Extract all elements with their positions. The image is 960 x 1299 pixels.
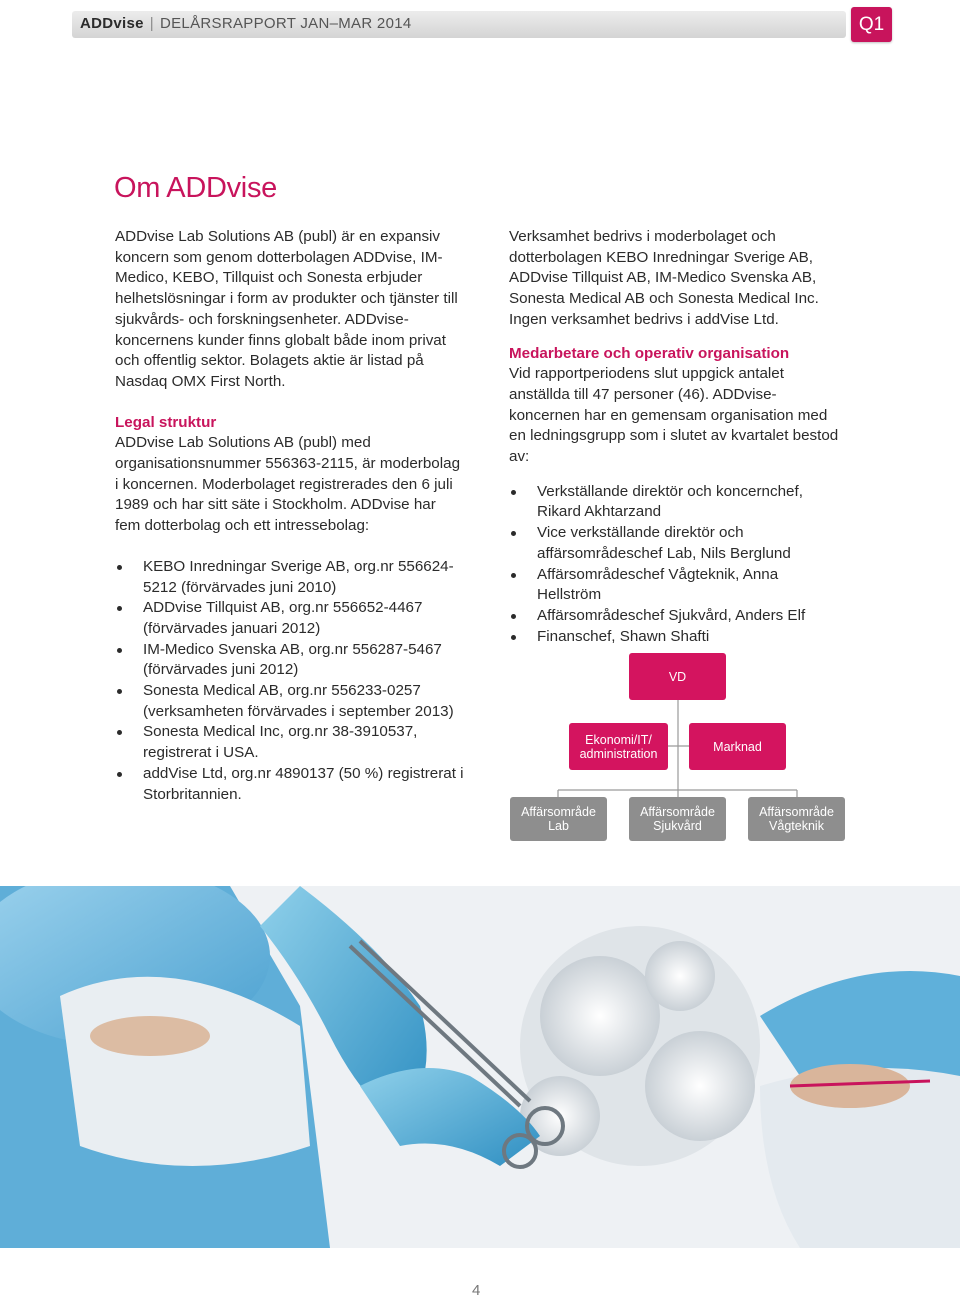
header-brand: ADDvise [80,15,144,32]
org-box-unit-sjukvard: Affärsområde Sjukvård [629,797,726,841]
org-chart [505,650,850,850]
org-box-vd: VD [629,653,726,700]
legal-structure-heading: Legal struktur [115,413,217,431]
staff-paragraph: Vid rapportperiodens slut uppgick antalet anställda till 47 personer (46). ADDvise-koncernen har en gemensam organisation med en ledningsgrupp som i slutet av kvartalet bestod av: [509,365,839,466]
list-item: Vice verkställande direktör och affärsområdeschef Lab, Nils Berglund [509,523,844,564]
list-item: Finanschef, Shawn Shafti [509,627,844,648]
quarter-badge: Q1 [851,7,892,42]
management-list [509,482,844,648]
legal-structure-paragraph: ADDvise Lab Solutions AB (publ) med organisationsnummer 556363-2115, är moderbolag i koncernen. Moderbolaget registrerades den 6 juli 1989 och har sitt säte i Stockholm. ADDvise har fem dotterbolag och ett intressebolag: [115,434,461,535]
list-item: addVise Ltd, org.nr 4890137 (50 %) registrerat i Storbritannien. [115,764,465,805]
org-box-marknad: Marknad [689,723,786,770]
operations-paragraph: Verksamhet bedrivs i moderbolaget och dotterbolagen KEBO Inredningar Sverige AB, ADDvise Tillquist AB, IM-Medico Svenska AB, Sonesta Medical AB och Sonesta Medical Inc. Ingen verksamhet bedrivs i addVise Ltd. [509,228,819,328]
left-column [115,227,465,805]
org-box-unit-lab: Affärsområde Lab [510,797,607,841]
surgery-photo-illustration [0,886,960,1248]
staff-heading: Medarbetare och operativ organisation [509,344,790,362]
subsidiary-list [115,557,465,805]
right-column [509,227,844,647]
org-box-unit-vagteknik: Affärsområde Vågteknik [748,797,845,841]
list-item: KEBO Inredningar Sverige AB, org.nr 556624-5212 (förvärvades juni 2010) [115,557,465,598]
surgery-photo [0,886,960,1248]
intro-paragraph: ADDvise Lab Solutions AB (publ) är en expansiv koncern som genom dotterbolagen ADDvise, IM-Medico, KEBO, Tillquist och Sonesta erbjuder helhetslösningar i form av produkter och tjänster till sjukvårds- och forskningsenheter. ADDvise-koncernens kunder finns globalt både inom privat och offentlig sektor. Bolagets aktie är listad på Nasdaq OMX First North. [115,228,458,390]
header-separator: | [149,15,154,32]
list-item: Verkställande direktör och koncernchef, Rikard Akhtarzand [509,482,844,523]
page-title: Om ADDvise [114,172,277,204]
org-box-ekonomi: Ekonomi/IT/ administration [569,723,668,770]
list-item: IM-Medico Svenska AB, org.nr 556287-5467 (förvärvades juni 2012) [115,640,465,681]
list-item: Affärsområdeschef Sjukvård, Anders Elf [509,606,844,627]
list-item: Affärsområdeschef Vågteknik, Anna Hellström [509,565,844,606]
list-item: Sonesta Medical Inc, org.nr 38-3910537, registrerat i USA. [115,722,465,763]
running-header [80,15,412,32]
list-item: Sonesta Medical AB, org.nr 556233-0257 (verksamheten förvärvades i september 2013) [115,681,465,722]
header-title: DELÅRSRAPPORT JAN–MAR 2014 [160,15,412,32]
page-number: 4 [472,1282,481,1299]
list-item: ADDvise Tillquist AB, org.nr 556652-4467 (förvärvades januari 2012) [115,598,465,639]
